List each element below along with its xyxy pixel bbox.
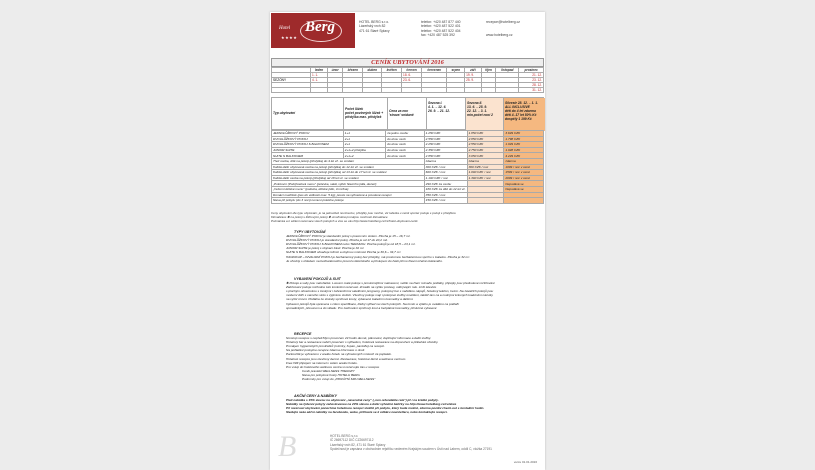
season1-price-cell: 2.850 CZK <box>424 153 467 159</box>
month-label: srpen <box>447 68 465 73</box>
extra-service-cell: Každá další ubytovaná osoba na pokoji (přistýlka) do 12 let vč. se snídaní <box>272 164 425 170</box>
section-line: s plochým obrazovkou s českými i zahraničními satelitními programy, pokojový bar s nabídkou nápojů, hotelový telefon, trezor. Na závažích pokojů jsou <box>286 289 494 294</box>
company-web <box>486 20 520 37</box>
logo-berg-text: Berg <box>305 19 335 35</box>
season1-price-cell: 2.350 CZK <box>424 147 467 153</box>
month-label: prosinec <box>519 68 544 73</box>
logo-hotel-text: Hotel <box>279 26 291 31</box>
section-line[interactable]: Cenik pravidel WELLNESS THERAPY <box>302 368 355 373</box>
document-version: verze 01.01.2016 <box>513 460 537 464</box>
phone-line: telefon: +420 487 877 440 <box>421 20 461 24</box>
month-label: květen <box>382 68 402 73</box>
season3-price-cell: zdarma <box>504 158 544 164</box>
extra-service-cell: Třetí osoba, dítě na pokoji (přistýlka) do 4 let vč. se snídaní <box>272 158 425 164</box>
room-unit-cell: do dvou osob <box>386 136 424 142</box>
season1-price-cell: 180 CZK za dítě do 12 let vč. <box>425 187 466 192</box>
price-row <box>272 198 544 204</box>
extra-service-cell: „Večerní dětské menu" (polévka, dětské jídlo, zmrzlina) <box>272 186 425 192</box>
season3-price-cell: Nepodává se <box>504 186 544 192</box>
section-room-types <box>286 230 536 263</box>
season3-price-cell: 4.249 CZK <box>504 153 544 159</box>
logo-stars: ★★★★ <box>281 35 298 40</box>
room-beds-cell: 2+1 <box>343 136 385 142</box>
calendar-row <box>272 88 544 93</box>
section-title: AKČNÍ CENY A NABÍDKY <box>294 394 337 398</box>
company-line: Lázeňský vrch 82 <box>359 24 386 29</box>
season1-price-cell: 1.100 CZK / noc <box>424 175 467 181</box>
season-mark: 25. 9. <box>465 78 482 83</box>
section-line: Nonstop recepce s nepřetržitým provozem 24 hodin denně, plánování, doplňující informace a další služby. <box>286 336 432 341</box>
season-mark: 1. 1. <box>311 73 328 78</box>
phone-line: telefon: +420 487 522 401 <box>421 24 461 29</box>
month-label: září <box>465 68 482 73</box>
room-unit-cell: do dvou osob <box>386 142 424 148</box>
season-mark: 23. 12. <box>519 78 544 83</box>
section-line: Podmínky pro vstup do „PRIVÁTNÍ SPA WELLNESS" <box>302 377 376 382</box>
season1-price-cell: 2.550 CZK <box>424 136 467 142</box>
room-beds-cell: 2+1 <box>343 142 385 148</box>
season-mark: 18. 6. <box>402 73 422 78</box>
room-type-cell: SUITE S BALKONEM <box>272 153 344 159</box>
section-line: DVOULŮŽKOVÝ POKOJ S BALKONEM nebo TERASOU. Plocha pokojů je od 18,5 – 23,1 m². <box>286 242 416 247</box>
price-table <box>271 130 544 204</box>
watermark-logo: B <box>278 430 297 463</box>
section-line: JUNIOR SUITE je pokoj s obývací částí. Plocha je 32 m². <box>286 246 365 251</box>
season-mark: 31. 12. <box>519 88 544 93</box>
price-list-title: CENÍK UBYTOVÁNÍ 2016 <box>271 58 544 67</box>
section-line: Sledujte naše akční nabídky na facebooku, webu, přihlaste se k odběru newsletteru, nebo kontaktujte recepci. <box>286 410 448 415</box>
season2-price-cell: 1.000 CZK / noc <box>467 170 504 176</box>
footer-line: IČ 26697112 DIČ CZ26697112 <box>330 438 374 443</box>
month-label: červen <box>402 68 422 73</box>
section-line: DVOULŮŽKOVÝ POKOJ je standardní pokoj. Plocha je od 17 do 20,2 m2. <box>286 238 388 243</box>
season2-price-cell: 3.050 CZK <box>467 153 504 159</box>
month-label: únor <box>328 68 343 73</box>
room-type-cell: DVOULŮŽKOVÝ POKOJ S BALKONEM <box>272 142 344 148</box>
col-header-persons: Počet lůžek počet povinných lůžek + přistýlka max. přistýlek <box>344 98 388 131</box>
season1-price-cell: 290 CZK za osobu <box>424 181 467 187</box>
footer-line: Společnost je zapsána v obchodním rejstříku vedeném Krajským soudem v Ústí nad Labem, oddíl C, vložka 27191 <box>330 446 492 451</box>
section-line: Pro vstup do hotelového wellness centra si rezervujte čas u recepce <box>286 364 380 369</box>
footer-company-info <box>330 434 492 451</box>
notes <box>271 212 544 223</box>
season1-price-cell: 2.250 CZK <box>424 142 467 148</box>
season2-price-cell: 300 CZK / noc <box>467 164 504 170</box>
season-mark: 28. 12. <box>519 83 544 88</box>
season2-price-cell: 2.750 CZK <box>467 147 504 153</box>
season3-price-cell: 2699 / noc v ceně <box>504 175 544 181</box>
company-line: HOTEL BERG s.r.o. <box>359 20 390 24</box>
section-title: VYBAVENÍ POKOJŮ A SUIT <box>294 277 341 281</box>
extra-service-cell: Každá další osoba na pokoji (přistýlka) od 18 let vč. se snídaní <box>272 175 425 181</box>
season2-price-cell: 1.300 CZK / noc <box>467 175 504 181</box>
section-reception <box>286 332 536 381</box>
room-type-cell: JEDNOLŮŽKOVÝ POKOJ <box>272 131 344 137</box>
season-row-label: SEZÓNY <box>272 78 311 83</box>
season1-price-cell: 350 CZK / noc <box>424 192 467 198</box>
hotel-logo <box>271 13 355 48</box>
room-beds-cell: 2+1+2 přistýlka <box>343 147 385 153</box>
room-beds-cell: 1+1 <box>343 131 385 137</box>
month-label: březen <box>343 68 363 73</box>
section-title: TYPY UBYTOVÁNÍ <box>294 230 326 234</box>
section-line: Zálohování pokoje rozhodne tuto konkrétní rezervaci. Zrcadlo na výšku postavy, odkrývající role. LCD televize <box>286 285 437 290</box>
season3-price-cell: 1099 / noc v ceně <box>504 164 544 170</box>
section-line: Free Wifi připojení na internet v celém areálu hotelu. <box>286 360 358 365</box>
month-label: leden <box>311 68 328 73</box>
section-title: RECEPCE <box>294 332 312 336</box>
col-header-unit: Cena za noc 'strava' snídaně <box>388 98 427 131</box>
season1-price-cell: 1.250 CZK <box>424 131 467 137</box>
section-line: Pronájem hygienických prostředků (ručníky, župan, pantofle) na recepci. <box>286 344 385 349</box>
section-line: Parkoviště je vyhrazeno v areálu hotelu na vyhrazených místech za poplatek. <box>286 352 392 357</box>
room-unit-cell: za jednu osobu <box>386 131 424 137</box>
col-header-season2: Sezona II. 13. 6. – 25. 9. 22. 12. – 3. 1. min.počet nocí 2 <box>466 98 504 131</box>
month-label: duben <box>363 68 382 73</box>
season2-price-cell <box>467 198 504 204</box>
season2-price-cell: 1.850 CZK <box>467 131 504 137</box>
room-type-cell: JUNIOR SUITE <box>272 147 344 153</box>
website-link[interactable]: www.hotelberg.cz <box>486 32 513 37</box>
section-line: Hotelový bar a restaurace nabízí posezení s výhledem, hotelová restaurace na doporučení a přátelské obsluhy. <box>286 340 439 345</box>
note-line: Ceny ubytování dle typu ubytování, je na jednu/dvě noci/osobu, přistýlky jsou možné, viz tabulka u cenik sporter pokoje s pokoji s přistýlkou <box>271 211 456 215</box>
phone-line: fax: +420 487 525 392 <box>421 32 455 37</box>
footer-line: HOTEL BERG s.r.o. <box>330 434 359 438</box>
section-line: HANDICAP – INVALIDNÍ POKOJ je bezbariérový pokoj bez přistýlky, má prostornou bezbariérovou sprchu s toaletou. Plocha je 32 m². <box>286 254 470 259</box>
section-line: ✱ Pokoje a suity jsou nekuřácké. Luxusní malé pokoje s prostornějšími matracemi, světlo na čtení rozsahu podlahy, připojky jsou předvolené rozšiřování. <box>286 281 496 286</box>
section-room-equipment <box>286 277 536 310</box>
note-line: Klimatizace ✱ na pokoji s lůžkovými pokoji ✱ umožněná pronájmu možnosti klimatizace <box>271 214 388 219</box>
footer-line: Lázeňský vrch 82, 471 61 Staré Splavy <box>330 442 386 447</box>
section-line[interactable]: Nabídky na týdenní pobyty zaheslovanou na 20% slevou a další výhodné balíčky na http://www.hotelberg.cz/cz/akce <box>286 402 457 407</box>
section-line: Hotelové recepce jsou otevřeny denně. Restaurace, hotelové lázně a wellness centrum. <box>286 356 407 361</box>
company-line: 471 61 Staré Splavy <box>359 28 390 33</box>
col-header-type: Typ ubytování <box>272 98 344 131</box>
extra-service-cell: Každá další ubytovaná osoba na pokoji (přistýlka) od 13 let do 17 let vč. se snídaní <box>272 170 425 176</box>
letterhead <box>271 13 544 48</box>
company-phones <box>421 20 461 37</box>
season3-price-cell: 1599 / noc v ceně <box>504 170 544 176</box>
phone-line: telefon: +420 487 522 404 <box>421 28 461 33</box>
season2-price-cell: 2.850 CZK <box>467 136 504 142</box>
season-mark: 4. 1. <box>311 78 328 83</box>
section-line: sporadických, přesunem a do skladu. Pro zachování sprchový kout a bezplatné kosmetiky, příslušné vybavení. <box>286 305 438 310</box>
month-label: červenec <box>422 68 447 73</box>
company-address <box>359 20 390 33</box>
room-type-cell: DVOULŮŽKOVÝ POKOJ <box>272 136 344 142</box>
room-unit-cell: do dvou osob <box>386 153 424 159</box>
month-label: listopad <box>496 68 519 73</box>
section-line: Vybavení pokojů byla upravena s cílem specifikace, klidný výhled na všech pokojích. Na tomto a výtahu je uváděno na podlaží <box>286 301 459 306</box>
section-line: Na požádání poskytne recepce zdarma informace o okolí. <box>286 348 366 353</box>
col-header-season1: Sezona I. 4. 1. – 12. 6. 26. 9. – 21. 12. <box>427 98 466 131</box>
month-label: říjen <box>481 68 496 73</box>
season-mark: 23. 6. <box>402 78 422 83</box>
extra-service-cell: Domácí mazlíček (pes do velikosti max. 5 kg); pouze na vyhrazené a povolené recepci <box>272 192 425 198</box>
season3-price-cell: Nepodává se <box>504 181 544 187</box>
season3-price-cell <box>504 198 544 204</box>
section-line: Sleva pro pobytové hosty HOTELU BERG <box>302 372 360 377</box>
extra-service-cell: Sleva při pobytu (do 3 noci) nemusí prázdne pokoje <box>272 198 425 204</box>
section-line: Při rezervaci ubytování ponechme hotelovou recepci složitě při pobytu, který bude možně, zdarma pozdní check-out s kontaktní hodin. <box>286 406 485 411</box>
room-beds-cell: 2+1+2 <box>343 153 385 159</box>
season1-price-cell: 300 CZK / noc <box>424 164 467 170</box>
season-calendar <box>271 67 544 93</box>
season3-price-cell: 3.649 CZK <box>504 131 544 137</box>
season3-price-cell: 1.949 CZK <box>504 142 544 148</box>
season3-price-cell: 1.798 CZK <box>504 136 544 142</box>
section-line: moderní dílčí s varného stolu s výjimkou služeb. Všechny pokoje mají i pokojové služby osvětlení, taktéž tam na a nudnými krásných toaletními nácviky <box>286 293 493 298</box>
note-line[interactable]: Poznámka a k sdílení rezervace všech pokojích a více se vás http://www.hotelberg.cz/cz/hotel-ubytovani-cenik <box>271 218 418 223</box>
price-table-header <box>271 97 544 130</box>
price-list-page <box>270 12 545 470</box>
section-line: JEDNOLŮŽKOVÝ POKOJ je standardní pokoj s pracovním stolem. Plocha je 15 – 16,7 m². <box>286 234 411 239</box>
season1-price-cell: 150 CZK / noc <box>424 198 467 204</box>
season-mark: 19. 9. <box>465 73 482 78</box>
extra-service-cell: „Polotovní (Polo)hodová menu" (polévka, salát, výběr hlavního jídla, dezert) <box>272 181 425 187</box>
season1-price-cell: zdarma <box>424 158 467 164</box>
season2-price-cell: 2.550 CZK <box>467 142 504 148</box>
room-unit-cell: do dvou osob <box>386 147 424 153</box>
season1-price-cell: 600 CZK / noc <box>424 170 467 176</box>
section-line: Je vhodný s ohledem na bezbariérového provozu lázeňského a přístupem do části přímo hlavní účelně otázaného. <box>286 258 443 263</box>
season2-price-cell: zdarma <box>467 158 504 164</box>
section-special-offers <box>286 394 536 414</box>
email-link[interactable]: recepce@hotelberg.cz <box>486 20 520 24</box>
section-line: SUITE S BALKONEM obsahuje ložnici a obytnou místnost Plocha je 30,6 – 34,7 m². <box>286 250 402 255</box>
col-header-season3: Silvestr 28. 12. – 1. 1. ALL INCLUSIVE děti do 4 let zdarma děti 4–17 let 50% Kč dospělý 1 199 Kč <box>504 98 545 131</box>
section-line: Platí nabídka s 15% slevou na ubytování „neveratné ceny" („non-refundable rate") jíž i na krátké pobyty. <box>286 398 439 403</box>
season3-price-cell: 1.948 CZK <box>504 147 544 153</box>
season-mark: 21. 12. <box>519 73 544 78</box>
section-line: na vyšší úrovni. Podlaha ze stránky sprchové kouty, vybavené toaletním kosmetiky a dalšími. <box>286 297 414 302</box>
